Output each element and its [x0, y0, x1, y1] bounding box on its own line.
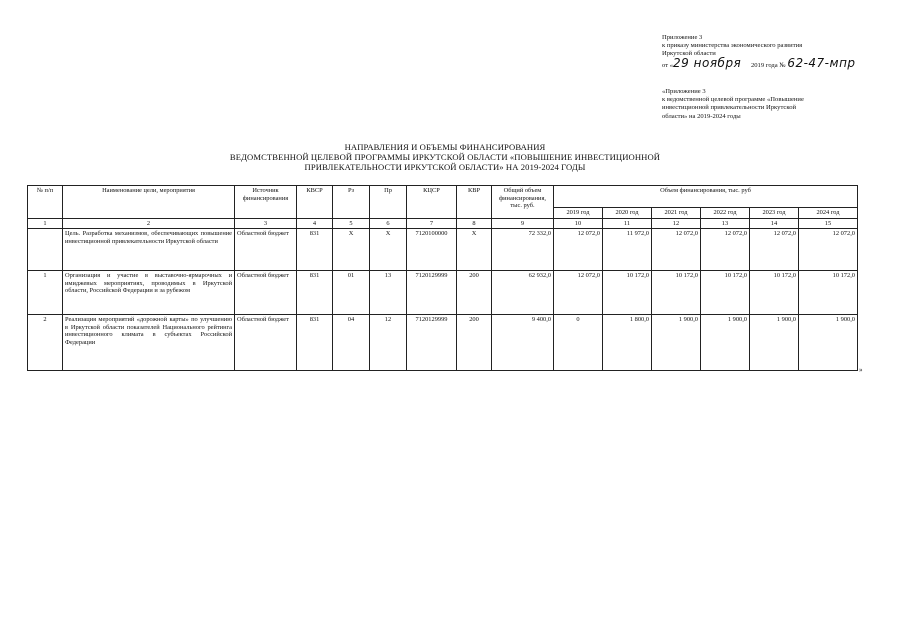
header-kvsr: КВСР	[297, 186, 333, 219]
header-row	[28, 186, 858, 208]
row-total: 9 400,0	[492, 315, 554, 371]
row-name: Цель. Разработка механизмов, обеспечивающих повышение инвестиционной привлекательности Иркутской области	[63, 229, 235, 271]
row-2022: 10 172,0	[701, 271, 750, 315]
row-2020: 10 172,0	[603, 271, 652, 315]
row-total: 62 932,0	[492, 271, 554, 315]
annex-block	[662, 34, 897, 70]
row-rz: 04	[333, 315, 370, 371]
title-line1: НАПРАВЛЕНИЯ И ОБЪЕМЫ ФИНАНСИРОВАНИЯ	[344, 142, 546, 152]
row-2020: 11 972,0	[603, 229, 652, 271]
header-2023: 2023 год	[750, 208, 799, 219]
financing-table	[27, 185, 858, 371]
annex-year: 2019 года №	[750, 61, 786, 69]
row-2021: 10 172,0	[652, 271, 701, 315]
row-name: Организация и участие в выставочно-ярмарочных и имиджевых мероприятиях, проводимых в Иркутской области, Российской Федерации и за рубежом	[63, 271, 235, 315]
row-kvr: 200	[457, 271, 492, 315]
index-cell: 4	[297, 218, 333, 229]
row-2024: 10 172,0	[799, 271, 858, 315]
row-kvr: 200	[457, 315, 492, 371]
index-cell: 10	[554, 218, 603, 229]
row-pr: 12	[370, 315, 407, 371]
row-2019: 0	[554, 315, 603, 371]
row-total: 72 332,0	[492, 229, 554, 271]
header-total: Общий объем финансирования, тыс. руб.	[492, 186, 554, 219]
annex2-line4: области» на 2019-2024 годы	[662, 112, 741, 120]
header-2024: 2024 год	[799, 208, 858, 219]
index-cell: 5	[333, 218, 370, 229]
header-kvr: КВР	[457, 186, 492, 219]
annex2-block	[662, 88, 862, 121]
index-cell: 13	[701, 218, 750, 229]
header-source: Источник финансирования	[235, 186, 297, 219]
table-row	[28, 315, 858, 371]
row-2023: 1 900,0	[750, 315, 799, 371]
index-cell: 6	[370, 218, 407, 229]
index-cell: 11	[603, 218, 652, 229]
header-num: № п/п	[28, 186, 63, 219]
annex-line1: Приложение 3	[662, 34, 703, 41]
annex-line3: Иркутской области	[662, 50, 716, 58]
index-cell: 12	[652, 218, 701, 229]
title-line3: ПРИВЛЕКАТЕЛЬНОСТИ ИРКУТСКОЙ ОБЛАСТИ» НА 2019-2024 ГОДЫ	[304, 162, 586, 173]
title-line2: ВЕДОМСТВЕННОЙ ЦЕЛЕВОЙ ПРОГРАММЫ ИРКУТСКОЙ ОБЛАСТИ «ПОВЫШЕНИЕ ИНВЕСТИЦИОННОЙ	[229, 152, 661, 163]
table-row	[28, 271, 858, 315]
annex2-line3: инвестиционной привлекательности Иркутской	[662, 104, 797, 112]
handwritten-date: 29 ноября	[673, 55, 742, 70]
row-kvsr: 831	[297, 315, 333, 371]
header-pr: Пр	[370, 186, 407, 219]
index-cell: 14	[750, 218, 799, 229]
header-2021: 2021 год	[652, 208, 701, 219]
row-source: Областной бюджет	[235, 271, 297, 315]
row-2020: 1 800,0	[603, 315, 652, 371]
row-kcsr: 7120129999	[407, 271, 457, 315]
row-kvsr: 831	[297, 229, 333, 271]
row-kvr: X	[457, 229, 492, 271]
row-rz: 01	[333, 271, 370, 315]
row-rz: X	[333, 229, 370, 271]
handwritten-number: 62-47-мпр	[787, 55, 856, 70]
row-2024: 1 900,0	[799, 315, 858, 371]
row-2022: 12 072,0	[701, 229, 750, 271]
annex-line2: к приказу министерства экономического развития	[662, 42, 803, 50]
header-name: Наименование цели, мероприятия	[63, 186, 235, 219]
row-pr: X	[370, 229, 407, 271]
row-kcsr: 7120129999	[407, 315, 457, 371]
row-kvsr: 831	[297, 271, 333, 315]
index-row	[28, 218, 858, 229]
row-2019: 12 072,0	[554, 271, 603, 315]
annex-from: от «	[662, 61, 674, 69]
row-num: 1	[28, 271, 63, 315]
row-2021: 12 072,0	[652, 229, 701, 271]
row-source: Областной бюджет	[235, 315, 297, 371]
index-cell: 3	[235, 218, 297, 229]
annex2-line2: к ведомственной целевой программе «Повышение	[662, 96, 804, 104]
closing-quote-mark: »	[859, 366, 863, 374]
row-2023: 10 172,0	[750, 271, 799, 315]
row-source: Областной бюджет	[235, 229, 297, 271]
header-2020: 2020 год	[603, 208, 652, 219]
header-rz: Рз	[333, 186, 370, 219]
table-row	[28, 229, 858, 271]
index-cell: 15	[799, 218, 858, 229]
row-2024: 12 072,0	[799, 229, 858, 271]
header-kcsr: КЦСР	[407, 186, 457, 219]
index-cell: 9	[492, 218, 554, 229]
index-cell: 1	[28, 218, 63, 229]
row-name: Реализация мероприятий «дорожной карты» по улучшению в Иркутской области показателей Национального рейтинга инвестиционного климата в субъектах Российской Федерации	[63, 315, 235, 371]
annex-date-line	[662, 55, 897, 70]
row-2022: 1 900,0	[701, 315, 750, 371]
header-2019: 2019 год	[554, 208, 603, 219]
index-cell: 8	[457, 218, 492, 229]
row-num	[28, 229, 63, 271]
row-2019: 12 072,0	[554, 229, 603, 271]
annex2-line1: «Приложение 3	[662, 88, 706, 95]
header-2022: 2022 год	[701, 208, 750, 219]
document-title	[180, 142, 710, 173]
index-cell: 2	[63, 218, 235, 229]
row-num: 2	[28, 315, 63, 371]
row-kcsr: 7120100000	[407, 229, 457, 271]
row-2021: 1 900,0	[652, 315, 701, 371]
header-volume: Объем финансирования, тыс. руб	[554, 186, 858, 208]
index-cell: 7	[407, 218, 457, 229]
row-2023: 12 072,0	[750, 229, 799, 271]
row-pr: 13	[370, 271, 407, 315]
